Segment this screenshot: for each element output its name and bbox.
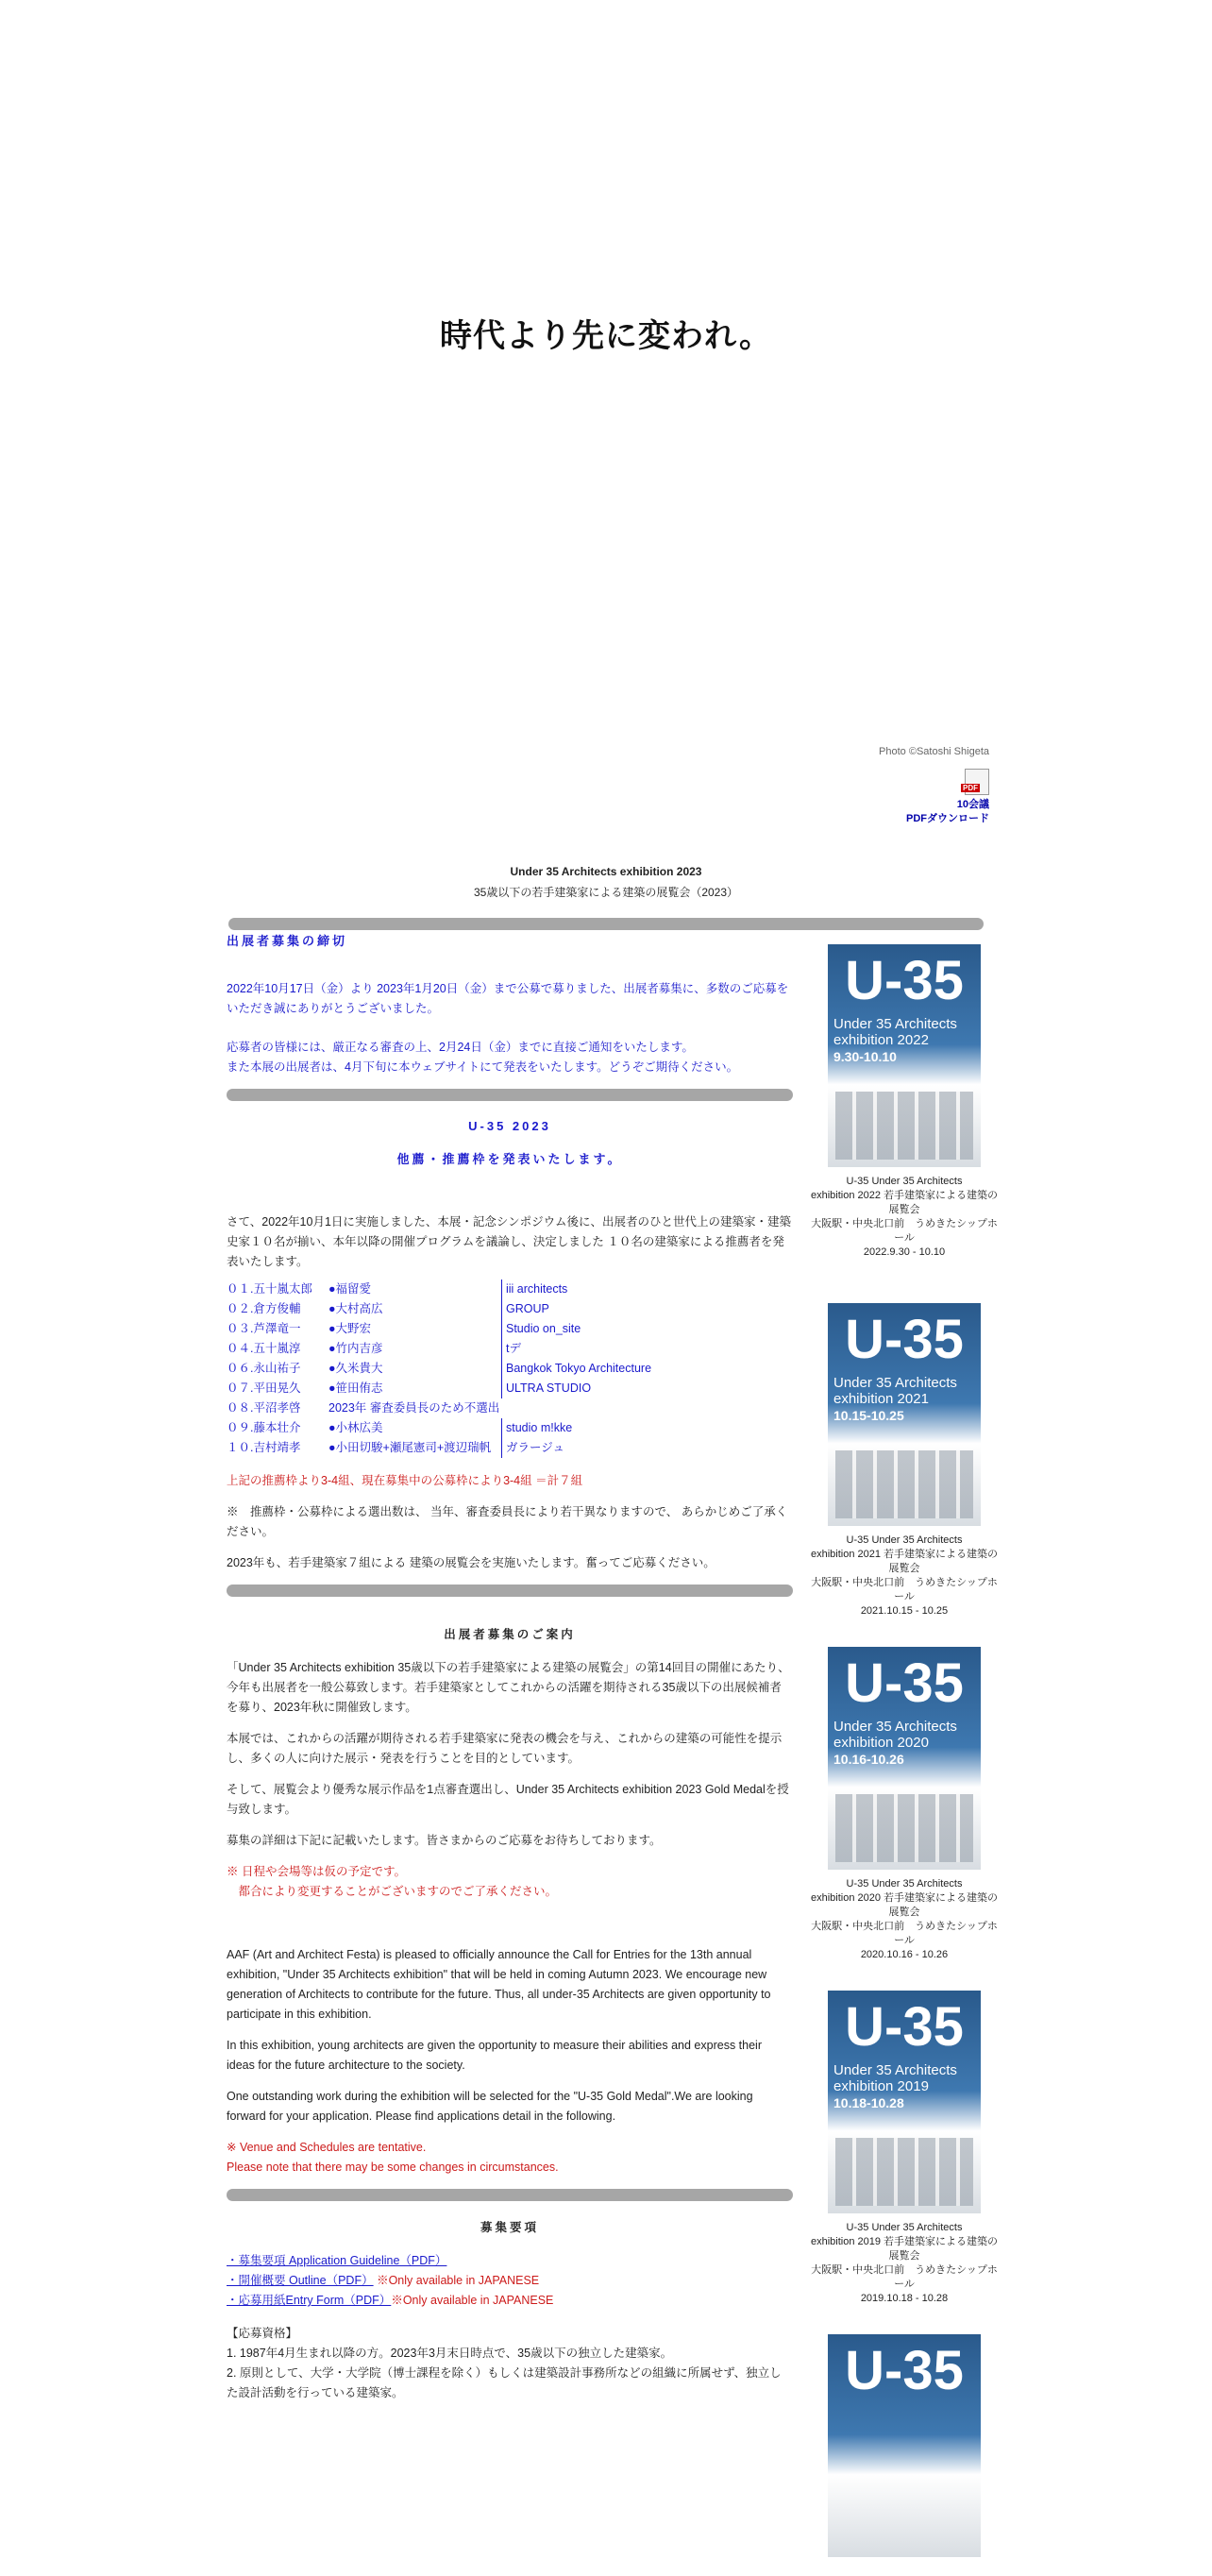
outline-link[interactable]: ・開催概要 Outline（PDF） (227, 2274, 374, 2287)
guide-p3: そして、展覧会より優秀な展示作品を1点審査選出し、Under 35 Architects exhibition 2023 Gold Medalを授与致します。 (227, 1783, 789, 1816)
caption-date: 2021.10.15 - 10.25 (860, 1605, 949, 1617)
pdf-link-download[interactable]: PDFダウンロード (906, 813, 989, 824)
nominee: 2023年 審査委員長のため不選出 (328, 1401, 500, 1415)
caption-line: 大阪駅・中央北口前 うめきたシップホール (811, 1218, 998, 1244)
guide-en-red2: Please note that there may be some changes in circumstances. (227, 2161, 559, 2174)
guide-en2: In this exhibition, young architects are given the opportunity to measure their abilities and express their ideas for the future architecture to the society. (227, 2039, 762, 2072)
firm: GROUP (501, 1299, 549, 1319)
poster-subtitle: Under 35 Architects exhibition 2022 (833, 1016, 957, 1048)
caption-line: exhibition 2020 若手建築家による建築の展覧会 (810, 1892, 999, 1918)
photo-credit: Photo ©Satoshi Shigeta (879, 746, 989, 757)
main-content (227, 931, 793, 2403)
guide-p4: 募集の詳細は下記に記載いたします。皆さまからのご応募をお待ちしております。 (227, 1834, 662, 1847)
past-exhibition-2019[interactable] (810, 1991, 999, 2306)
caption-date: 2022.9.30 - 10.10 (863, 1246, 946, 1258)
guide-p2: 本展では、これからの活躍が期待される若手建築家に発表の機会を与え、これからの建築の可能性を提示し、多くの人に向けた展示・発表を行うことを目的としています。 (227, 1732, 783, 1765)
caption-line: U-35 Under 35 Architects (846, 1534, 963, 1546)
roster-row (227, 1359, 793, 1379)
roster-row (227, 1299, 793, 1319)
roster-row (227, 1339, 793, 1359)
requirements-link-row (227, 2251, 793, 2271)
poster-logo: U-35 (845, 1309, 964, 1370)
page-subtitle: 35歳以下の若手建築家による建築の展覧会（2023） (473, 886, 739, 899)
guide-red1: ※ 日程や会場等は仮の予定です。 (227, 1865, 406, 1878)
firm: ULTRA STUDIO (501, 1379, 591, 1398)
poster-subtitle: Under 35 Architects exhibition 2020 (833, 1719, 957, 1751)
past-exhibitions-sidebar (810, 944, 999, 2576)
firm: iii architects (501, 1280, 567, 1299)
recommender: ０２.倉方俊輔 (227, 1302, 301, 1315)
pdf-icon[interactable] (965, 769, 989, 795)
requirements-link-row (227, 2271, 793, 2291)
poster-dates: 10.15-10.25 (833, 1408, 904, 1423)
past-exhibition-2020[interactable] (810, 1647, 999, 1962)
closing-p1: 2022年10月17日（金）より 2023年1月20日（金）まで公募で募りました、出展者募集に、多数のご応募をいただき誠にありがとうございました。 (227, 982, 789, 1015)
poster-thumbnails (835, 1092, 973, 1160)
closing-heading: 出展者募集の締切 (227, 934, 348, 948)
caption-line: 大阪駅・中央北口前 うめきたシップホール (811, 1577, 998, 1602)
page-header (227, 865, 985, 900)
divider-bar (227, 1089, 793, 1101)
nominee: ●小林広美 (328, 1421, 383, 1434)
poster-subtitle: Under 35 Architects exhibition 2019 (833, 2062, 957, 2094)
exhibition-poster[interactable] (828, 2334, 981, 2557)
roster-row (227, 1379, 793, 1398)
closing-p3: また本展の出展者は、4月下旬に本ウェブサイトにて発表をいたします。どうぞご期待ください。 (227, 1060, 739, 1074)
requirements-heading: 募集要項 (480, 2221, 539, 2234)
firm: Studio on_site (501, 1319, 581, 1339)
poster-logo: U-35 (845, 950, 964, 1011)
nominee: ●竹内吉彦 (328, 1342, 383, 1355)
guide-en-red1: ※ Venue and Schedules are tentative. (227, 2141, 427, 2154)
poster-dates: 10.18-10.28 (833, 2095, 904, 2110)
guide-en3: One outstanding work during the exhibition will be selected for the "U-35 Gold Medal".We are looking forward for your application. Please find applications detail in the following. (227, 2090, 753, 2123)
exhibition-poster[interactable] (828, 944, 981, 1167)
roster-row (227, 1438, 793, 1458)
guide-red2: 都合により変更することがございますのでご了承ください。 (227, 1885, 558, 1898)
qualification-2: 2. 原則として、大学・大学院（博士課程を除く）もしくは建築設計事務所などの組織に所属せず、独立した設計活動を行っている建築家。 (227, 2366, 782, 2399)
qualification-1: 1. 1987年4月生まれ以降の方。2023年3月末日時点で、35歳以下の独立した建築家。 (227, 2347, 673, 2360)
announce-note1: ※ 推薦枠・公募枠による選出数は、 当年、審査委員長により若干異なりますので、 あらかじめご了承ください。 (227, 1505, 788, 1538)
poster-thumbnails (835, 1794, 973, 1862)
pdf-download[interactable] (906, 769, 989, 826)
announce-note-red: 上記の推薦枠より3-4組、現在募集中の公募枠により3-4組 ＝計７組 (227, 1474, 583, 1487)
past-exhibition-older[interactable] (810, 2334, 999, 2557)
announce-subheading: 他薦・推薦枠を発表いたします。 (396, 1152, 623, 1166)
application-guideline-link[interactable]: ・募集要項 Application Guideline（PDF） (227, 2254, 447, 2267)
guide-en1: AAF (Art and Architect Festa) is pleased to officially announce the Call for Entries for the 13th annual exhibition, "Under 35 Architects exhibition" that will be held in coming Autumn 2023. We encourage new generation of Architects to contribute for the future. Thus, all under-35 Architects are given opportunity to participate in this exhibition. (227, 1948, 771, 2021)
divider-bar (227, 2189, 793, 2201)
announce-note2: 2023年も、若手建築家７組による 建築の展覧会を実施いたします。奮ってご応募ください。 (227, 1556, 715, 1569)
nominee: ●大野宏 (328, 1322, 372, 1335)
caption-line: exhibition 2021 若手建築家による建築の展覧会 (810, 1549, 999, 1574)
roster-row (227, 1319, 793, 1339)
caption-line: exhibition 2022 若手建築家による建築の展覧会 (810, 1190, 999, 1215)
poster-logo: U-35 (845, 1652, 964, 1714)
divider-bar (227, 1585, 793, 1597)
poster-subtitle: Under 35 Architects exhibition 2021 (833, 1375, 957, 1407)
caption-line: U-35 Under 35 Architects (846, 1176, 963, 1187)
poster-dates: 9.30-10.10 (833, 1049, 897, 1064)
recommender: ０８.平沼孝啓 (227, 1401, 301, 1415)
firm: ガラージュ (501, 1438, 564, 1458)
poster-thumbnails (835, 1450, 973, 1518)
nominee: ●福留愛 (328, 1282, 372, 1296)
recommender: １０.吉村靖孝 (227, 1441, 301, 1454)
hero-title: 時代より先に変われ。 (439, 317, 773, 355)
caption-line: U-35 Under 35 Architects (846, 2222, 963, 2233)
caption-line: exhibition 2019 若手建築家による建築の展覧会 (810, 2236, 999, 2262)
poster-thumbnails (835, 2138, 973, 2206)
link-note: ※Only available in JAPANESE (391, 2294, 554, 2307)
guide-p1: 「Under 35 Architects exhibition 35歳以下の若手建築家による建築の展覧会」の第14回目の開催にあたり、今年も出展者を一般公募致します。若手建築家としてこれからの活躍を期待される35歳以下の出展候補者を募り、2023年秋に開催致します。 (227, 1661, 790, 1714)
nominee: ●大村高広 (328, 1302, 383, 1315)
roster-row (227, 1418, 793, 1438)
nominee: ●笹田侑志 (328, 1381, 383, 1395)
divider-bar (228, 918, 984, 930)
announce-intro: さて、2022年10月1日に実施しました、本展・記念シンポジウム後に、出展者のひと世代上の建築家・建築史家１０名が揃い、本年以降の開催プログラムを議論し、決定しました １０名の建築家による推薦者を発表いたします。 (227, 1215, 791, 1268)
exhibition-poster[interactable] (828, 1647, 981, 1870)
past-exhibition-2021[interactable] (810, 1303, 999, 1618)
recommender: ０３.芦澤竜一 (227, 1322, 301, 1335)
announce-heading: U-35 2023 (468, 1119, 551, 1133)
nominee: ●小田切駿+瀬尾憲司+渡辺瑞帆 (328, 1441, 492, 1454)
caption-line: 大阪駅・中央北口前 うめきたシップホール (811, 1921, 998, 1946)
recommender: ０６.永山祐子 (227, 1362, 301, 1375)
exhibition-poster[interactable] (828, 1991, 981, 2213)
requirements-link-row (227, 2291, 793, 2311)
qualification-heading: 【応募資格】 (227, 2327, 298, 2340)
recommender: ０９.藤本壮介 (227, 1421, 301, 1434)
nominee: ●久米貴大 (328, 1362, 383, 1375)
nominee-roster (227, 1280, 793, 1458)
page-title: Under 35 Architects exhibition 2023 (510, 865, 702, 878)
firm: Bangkok Tokyo Architecture (501, 1359, 651, 1379)
caption-date: 2019.10.18 - 10.28 (860, 2293, 949, 2304)
past-exhibition-2022[interactable] (810, 944, 999, 1260)
firm: tデ (501, 1339, 521, 1359)
guide-heading: 出展者募集のご案内 (444, 1628, 576, 1641)
caption-date: 2020.10.16 - 10.26 (860, 1949, 949, 1960)
recommender: ０７.平田晃久 (227, 1381, 301, 1395)
pdf-link-meeting[interactable]: 10会議 (956, 799, 989, 810)
roster-row (227, 1398, 793, 1418)
recommender: ０１.五十嵐太郎 (227, 1282, 312, 1296)
pdf-badge: PDF (963, 784, 978, 792)
caption-line: 大阪駅・中央北口前 うめきたシップホール (811, 2264, 998, 2290)
caption-line: U-35 Under 35 Architects (846, 1878, 963, 1890)
closing-p2: 応募者の皆様には、厳正なる審査の上、2月24日（金）までに直接ご通知をいたします。 (227, 1041, 694, 1054)
exhibition-poster[interactable] (828, 1303, 981, 1526)
firm: studio m!kke (501, 1418, 572, 1438)
roster-row (227, 1280, 793, 1299)
entry-form-link[interactable]: ・応募用紙Entry Form（PDF） (227, 2294, 392, 2307)
poster-dates: 10.16-10.26 (833, 1752, 904, 1767)
link-note: ※Only available in JAPANESE (377, 2274, 540, 2287)
poster-logo: U-35 (845, 2340, 964, 2401)
recommender: ０４.五十嵐淳 (227, 1342, 301, 1355)
poster-logo: U-35 (845, 1996, 964, 2058)
